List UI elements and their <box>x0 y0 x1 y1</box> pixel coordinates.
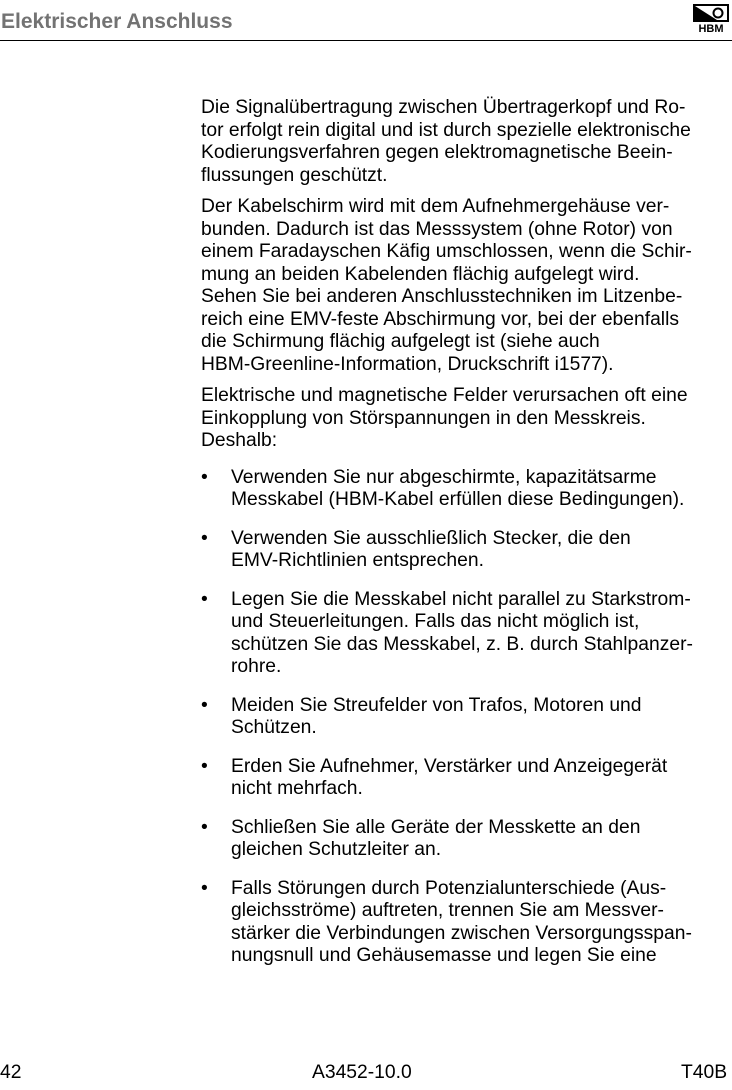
emc-measures-list <box>201 467 729 968</box>
list-item-text: Erden Sie Aufnehmer, Verstärker und Anzeigegerät nicht mehrfach. <box>231 755 668 799</box>
main-content <box>201 97 729 984</box>
list-item <box>201 817 729 862</box>
footer-page-number: 42 <box>0 1062 22 1083</box>
bullet-icon: • <box>201 466 208 488</box>
paragraph-text: Der Kabelschirm wird mit dem Aufnehmergehäuse ver- bunden. Dadurch ist das Messsystem (ohne Rotor) von einem Faradayschen Käfig umschlossen, wenn die Schir- mung an beiden Kabelenden flächig aufgelegt wird. Sehen Sie bei anderen Anschlusstechniken im Litzenbe- reich eine EMV-feste Abschirmung vor, bei der ebenfalls die Schirmung flächig aufgelegt ist (siehe auch HBM-Greenline-Information, Druckschrift i1577). <box>201 196 692 375</box>
paragraph-text: Die Signalübertragung zwischen Übertragerkopf und Ro- tor erfolgt rein digital und ist durch spezielle elektronische Kodierungsverfahren gegen elektromagnetische Beein- flussungen geschützt. <box>201 97 691 186</box>
footer-model: T40B <box>681 1062 728 1083</box>
bullet-icon: • <box>201 755 208 777</box>
list-item-text: Verwenden Sie ausschließlich Stecker, die den EMV-Richtlinien entsprechen. <box>231 527 631 571</box>
list-item-text: Verwenden Sie nur abgeschirmte, kapazitätsarme Messkabel (HBM-Kabel erfüllen diese Bedingungen). <box>231 466 685 510</box>
list-item <box>201 528 729 573</box>
page-header-title: Elektrischer Anschluss <box>1 10 233 33</box>
list-item-text: Falls Störungen durch Potenzialunterschiede (Aus- gleichsströme) auftreten, trennen Sie am Messver- stärker die Verbindungen zwischen Versorgungsspan- nungsnull und Gehäusemasse und legen Sie eine <box>231 877 692 966</box>
paragraph-cable-shield <box>201 196 729 376</box>
list-item <box>201 467 729 512</box>
footer-document-number: A3452-10.0 <box>312 1062 412 1083</box>
bullet-icon: • <box>201 877 208 899</box>
hbm-logo-text: HBM <box>698 23 724 33</box>
list-item-text: Schließen Sie alle Geräte der Messkette an den gleichen Schutzleiter an. <box>231 816 641 860</box>
header-divider <box>0 40 732 41</box>
paragraph-interference <box>201 385 729 453</box>
list-item-text: Meiden Sie Streufelder von Trafos, Motoren und Schützen. <box>231 694 642 738</box>
list-item <box>201 878 729 968</box>
list-item <box>201 756 729 801</box>
bullet-icon: • <box>201 816 208 838</box>
paragraph-text: Elektrische und magnetische Felder verursachen oft eine Einkopplung von Störspannungen in den Messkreis. Deshalb: <box>201 385 688 451</box>
bullet-icon: • <box>201 588 208 610</box>
bullet-icon: • <box>201 527 208 549</box>
list-item-text: Legen Sie die Messkabel nicht parallel zu Starkstrom- und Steuerleitungen. Falls das nicht möglich ist, schützen Sie das Messkabel, z. B. durch Stahlpanzer- rohre. <box>231 588 693 677</box>
list-item <box>201 589 729 679</box>
paragraph-signal-transmission <box>201 97 729 187</box>
bullet-icon: • <box>201 694 208 716</box>
list-item <box>201 695 729 740</box>
hbm-logo <box>691 3 731 33</box>
